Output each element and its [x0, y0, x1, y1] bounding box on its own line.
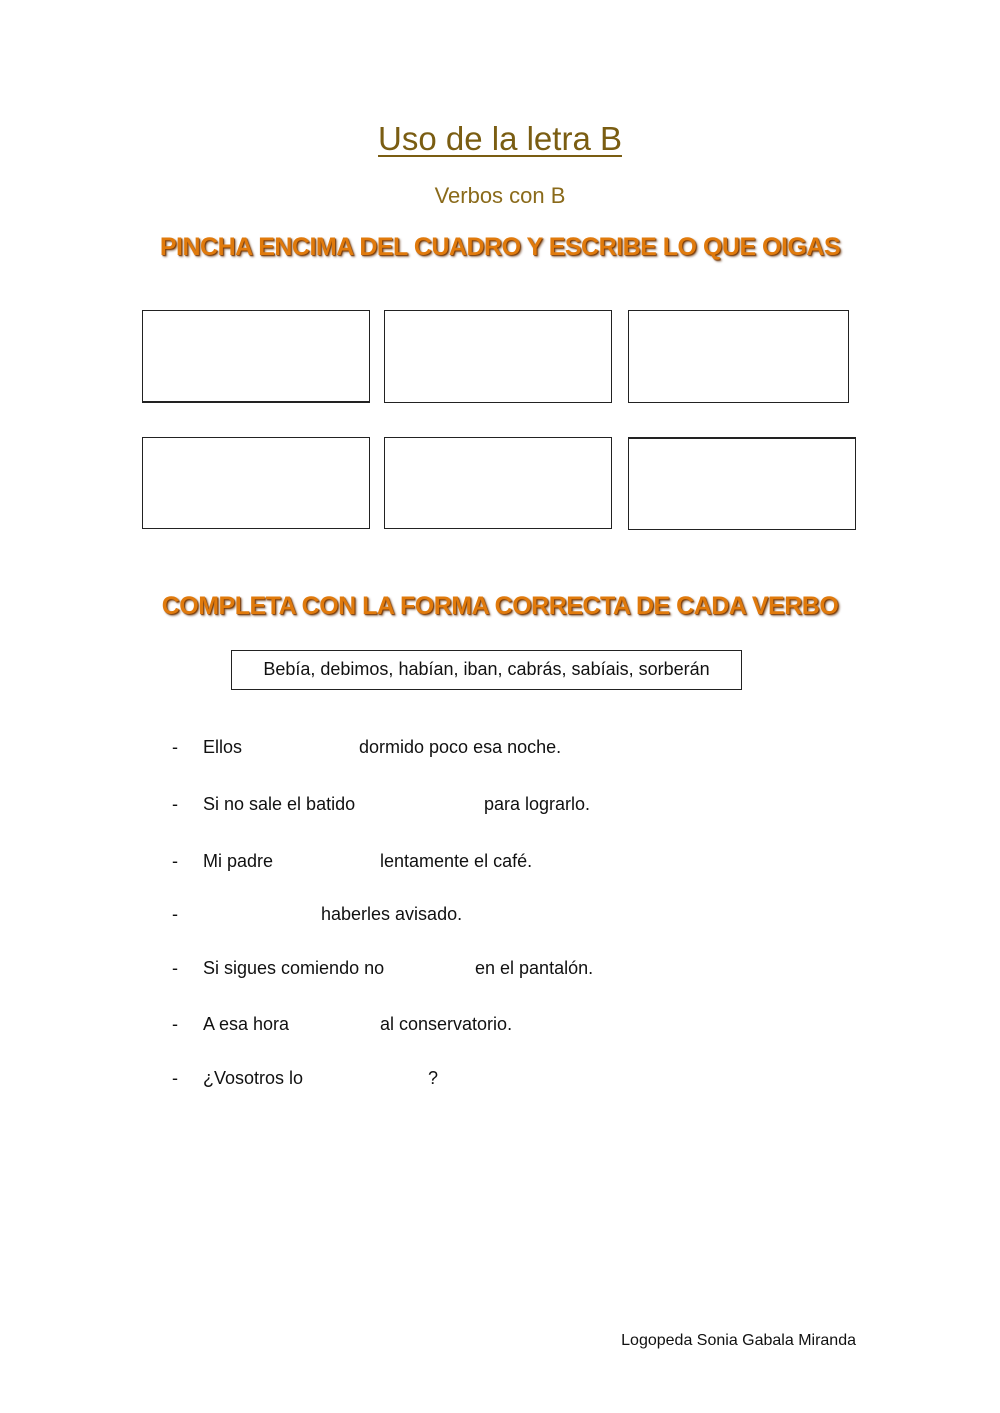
sentence-before: ¿Vosotros lo	[203, 1068, 304, 1088]
answer-blank-2[interactable]	[364, 794, 480, 820]
dictation-box-3[interactable]	[628, 310, 849, 403]
list-dash: -	[172, 1068, 178, 1088]
dictation-box-5[interactable]	[384, 437, 612, 529]
answer-blank-5[interactable]	[390, 958, 470, 984]
answer-blank-1[interactable]	[250, 737, 354, 763]
section-heading-complete: COMPLETA CON LA FORMA CORRECTA DE CADA VERBO	[161, 592, 839, 620]
author-footer: Logopeda Sonia Gabala Miranda	[621, 1332, 856, 1349]
list-dash: -	[172, 737, 178, 757]
list-dash: -	[172, 958, 178, 978]
list-dash: -	[172, 1014, 178, 1034]
section-heading-dictation: PINCHA ENCIMA DEL CUADRO Y ESCRIBE LO QUE OIGAS	[159, 233, 841, 261]
sentence-after: haberles avisado.	[321, 904, 463, 924]
dictation-box-1[interactable]	[142, 310, 370, 403]
sentence-before: Si sigues comiendo no	[203, 958, 385, 978]
dictation-box-4[interactable]	[142, 437, 370, 529]
answer-blank-7[interactable]	[312, 1068, 422, 1094]
list-dash: -	[172, 794, 178, 814]
sentence-before: A esa hora	[203, 1014, 290, 1034]
sentence-after: dormido poco esa noche.	[359, 737, 562, 757]
sentence-before: Ellos	[203, 737, 243, 757]
answer-blank-3[interactable]	[284, 851, 376, 877]
list-dash: -	[172, 851, 178, 871]
sentence-after: para lograrlo.	[484, 794, 591, 814]
sentence-before: Si no sale el batido	[203, 794, 356, 814]
answer-blank-6[interactable]	[298, 1014, 376, 1040]
sentence-after: en el pantalón.	[475, 958, 594, 978]
dictation-box-6[interactable]	[628, 437, 856, 530]
page-title: Uso de la letra B	[378, 120, 622, 157]
answer-blank-4[interactable]	[203, 904, 315, 930]
list-dash: -	[172, 904, 178, 924]
sentence-after: lentamente el café.	[380, 851, 533, 871]
sentence-after: al conservatorio.	[380, 1014, 513, 1034]
sentence-before: Mi padre	[203, 851, 274, 871]
sentence-after: ?	[428, 1068, 439, 1088]
page-subtitle: Verbos con B	[434, 183, 566, 208]
word-bank: Bebía, debimos, habían, iban, cabrás, sabíais, sorberán	[231, 650, 742, 690]
dictation-box-2[interactable]	[384, 310, 612, 403]
